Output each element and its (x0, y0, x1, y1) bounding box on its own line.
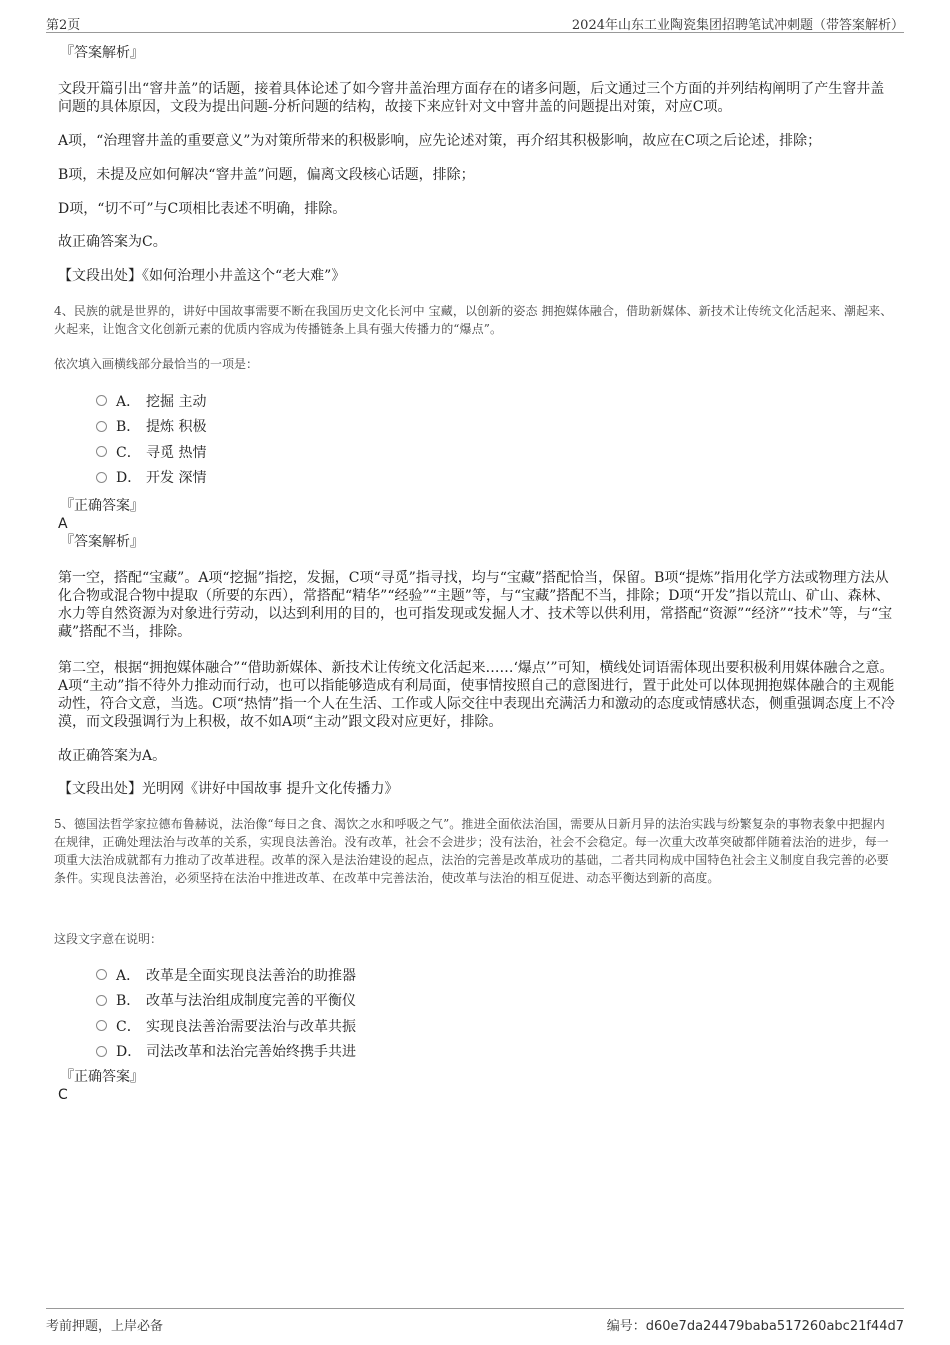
correct-answer: C (58, 1087, 68, 1103)
q5-option-b[interactable]: B． 改革与法治组成制度完善的平衡仪 (96, 988, 356, 1014)
radio-icon[interactable] (96, 395, 107, 406)
q5-options (96, 962, 356, 1064)
q3-source: 【文段出处】《如何治理小井盖这个“老大难”》 (58, 268, 346, 284)
page-footer (46, 1308, 904, 1333)
footer-slogan: 考前押题，上岸必备 (46, 1319, 164, 1334)
analysis-label: 『答案解析』 (60, 45, 144, 61)
q5-answer-block (56, 1068, 896, 1104)
q4-option-d[interactable]: D． 开发 深情 (96, 465, 206, 491)
q5-option-a[interactable]: A． 改革是全面实现良法善治的助推器 (96, 962, 356, 988)
analysis-label: 『答案解析』 (60, 534, 144, 550)
q3-paragraph-2: A项，“治理窨井盖的重要意义”为对策所带来的积极影响，应先论述对策，再介绍其积极影响，故应在C项之后论述，排除； (58, 133, 822, 149)
q4-option-b[interactable]: B． 提炼 积极 (96, 414, 206, 440)
radio-icon[interactable] (96, 472, 107, 483)
q5-option-c[interactable]: C． 实现良法善治需要法治与改革共振 (96, 1013, 356, 1039)
document-title: 2024年山东工业陶瓷集团招聘笔试冲刺题（带答案解析） (571, 18, 904, 33)
page-number: 第2页 (46, 18, 81, 33)
q4-source: 【文段出处】光明网《讲好中国故事 提升文化传播力》 (58, 781, 399, 797)
q3-conclusion: 故正确答案为C。 (58, 234, 167, 250)
radio-icon[interactable] (96, 446, 107, 457)
radio-icon[interactable] (96, 969, 107, 980)
answer-label: 『正确答案』 (60, 1069, 144, 1085)
answer-label: 『正确答案』 (60, 498, 144, 514)
q5-prompt: 这段文字意在说明： (54, 932, 163, 946)
document-code: 编号：d60e7da24479baba517260abc21f44d7 (606, 1319, 904, 1334)
q4-answer-block (56, 497, 896, 551)
q5-option-d[interactable]: D． 司法改革和法治完善始终携手共进 (96, 1039, 356, 1065)
radio-icon[interactable] (96, 1020, 107, 1031)
q3-analysis (56, 44, 896, 62)
radio-icon[interactable] (96, 1046, 107, 1057)
radio-icon[interactable] (96, 995, 107, 1006)
q5-question: 5、德国法哲学家拉德布鲁赫说，法治像“每日之食、渴饮之水和呼吸之气”。推进全面依法治国，需要从日新月异的法治实践与纷繁复杂的事物表象中把握内在规律，正确处理法治与改革的关系，实现良法善治。没有改革，社会不会进步；没有法治，社会不会稳定。每一次重大改革突破都伴随着法治的进步，每一项重大法治成就都有力推动了改革进程。改革的深入是法治建设的起点，法治的完善是改革成功的基础，二者共同构成中国特色社会主义制度自我完善的必要条件。实现良法善治，必须坚持在法治中推进改革、在改革中完善法治，使改革与法治的相互促进、动态平衡达到新的高度。 (54, 817, 889, 885)
q4-paragraph-2: 第二空，根据“拥抱媒体融合”“借助新媒体、新技术让传统文化活起来……‘爆点’”可知，横线处词语需体现出要积极利用媒体融合之意。A项“主动”指不待外力推动而行动，也可以指能够造成有利局面，使事情按照自己的意图进行，置于此处可以体现拥抱媒体融合的主观能动性，符合文意，当选。C项“热情”指一个人在生活、工作或人际交往中表现出充满活力和激动的态度或情感状态，侧重强调态度上不冷漠，而文段强调行为上积极，故不如A项“主动”跟文段对应更好，排除。 (58, 660, 896, 730)
q3-paragraph-4: D项，“切不可”与C项相比表述不明确，排除。 (58, 201, 347, 217)
q3-paragraph-1: 文段开篇引出“窨井盖”的话题，接着具体论述了如今窨井盖治理方面存在的诸多问题，后文通过三个方面的并列结构阐明了产生窨井盖问题的具体原因，文段为提出问题-分析问题的结构，故接下来应针对文中窨井盖的问题提出对策，对应C项。 (58, 81, 885, 115)
q3-paragraph-3: B项，未提及应如何解决“窨井盖”问题，偏离文段核心话题，排除； (58, 167, 475, 183)
page-header (46, 10, 904, 33)
q4-question: 4、民族的就是世界的，讲好中国故事需要不断在我国历史文化长河中 宝藏，以创新的姿态 拥抱媒体融合，借助新媒体、新技术让传统文化活起来、潮起来、火起来，让饱含文化创新元素的优质内容成为传播链条上具有强大传播力的“爆点”。 (54, 304, 893, 336)
q4-prompt: 依次填入画横线部分最恰当的一项是： (54, 357, 259, 371)
q4-option-a[interactable]: A． 挖掘 主动 (96, 388, 206, 414)
q4-conclusion: 故正确答案为A。 (58, 748, 167, 764)
correct-answer: A (58, 516, 68, 532)
q4-option-c[interactable]: C． 寻觅 热情 (96, 439, 206, 465)
q4-options (96, 388, 206, 490)
radio-icon[interactable] (96, 421, 107, 432)
q4-paragraph-1: 第一空，搭配“宝藏”。A项“挖掘”指挖，发掘，C项“寻觅”指寻找，均与“宝藏”搭配恰当，保留。B项“提炼”指用化学方法或物理方法从化合物或混合物中提取（所要的东西），常搭配“精华”“经验”“主题”等，与“宝藏”搭配不当，排除；D项“开发”指以荒山、矿山、森林、水力等自然资源为对象进行劳动，以达到利用的目的，也可指发现或发掘人才、技术等以供利用，常搭配“资源”“经济”“技术”等，与“宝藏”搭配不当，排除。 (58, 570, 893, 640)
